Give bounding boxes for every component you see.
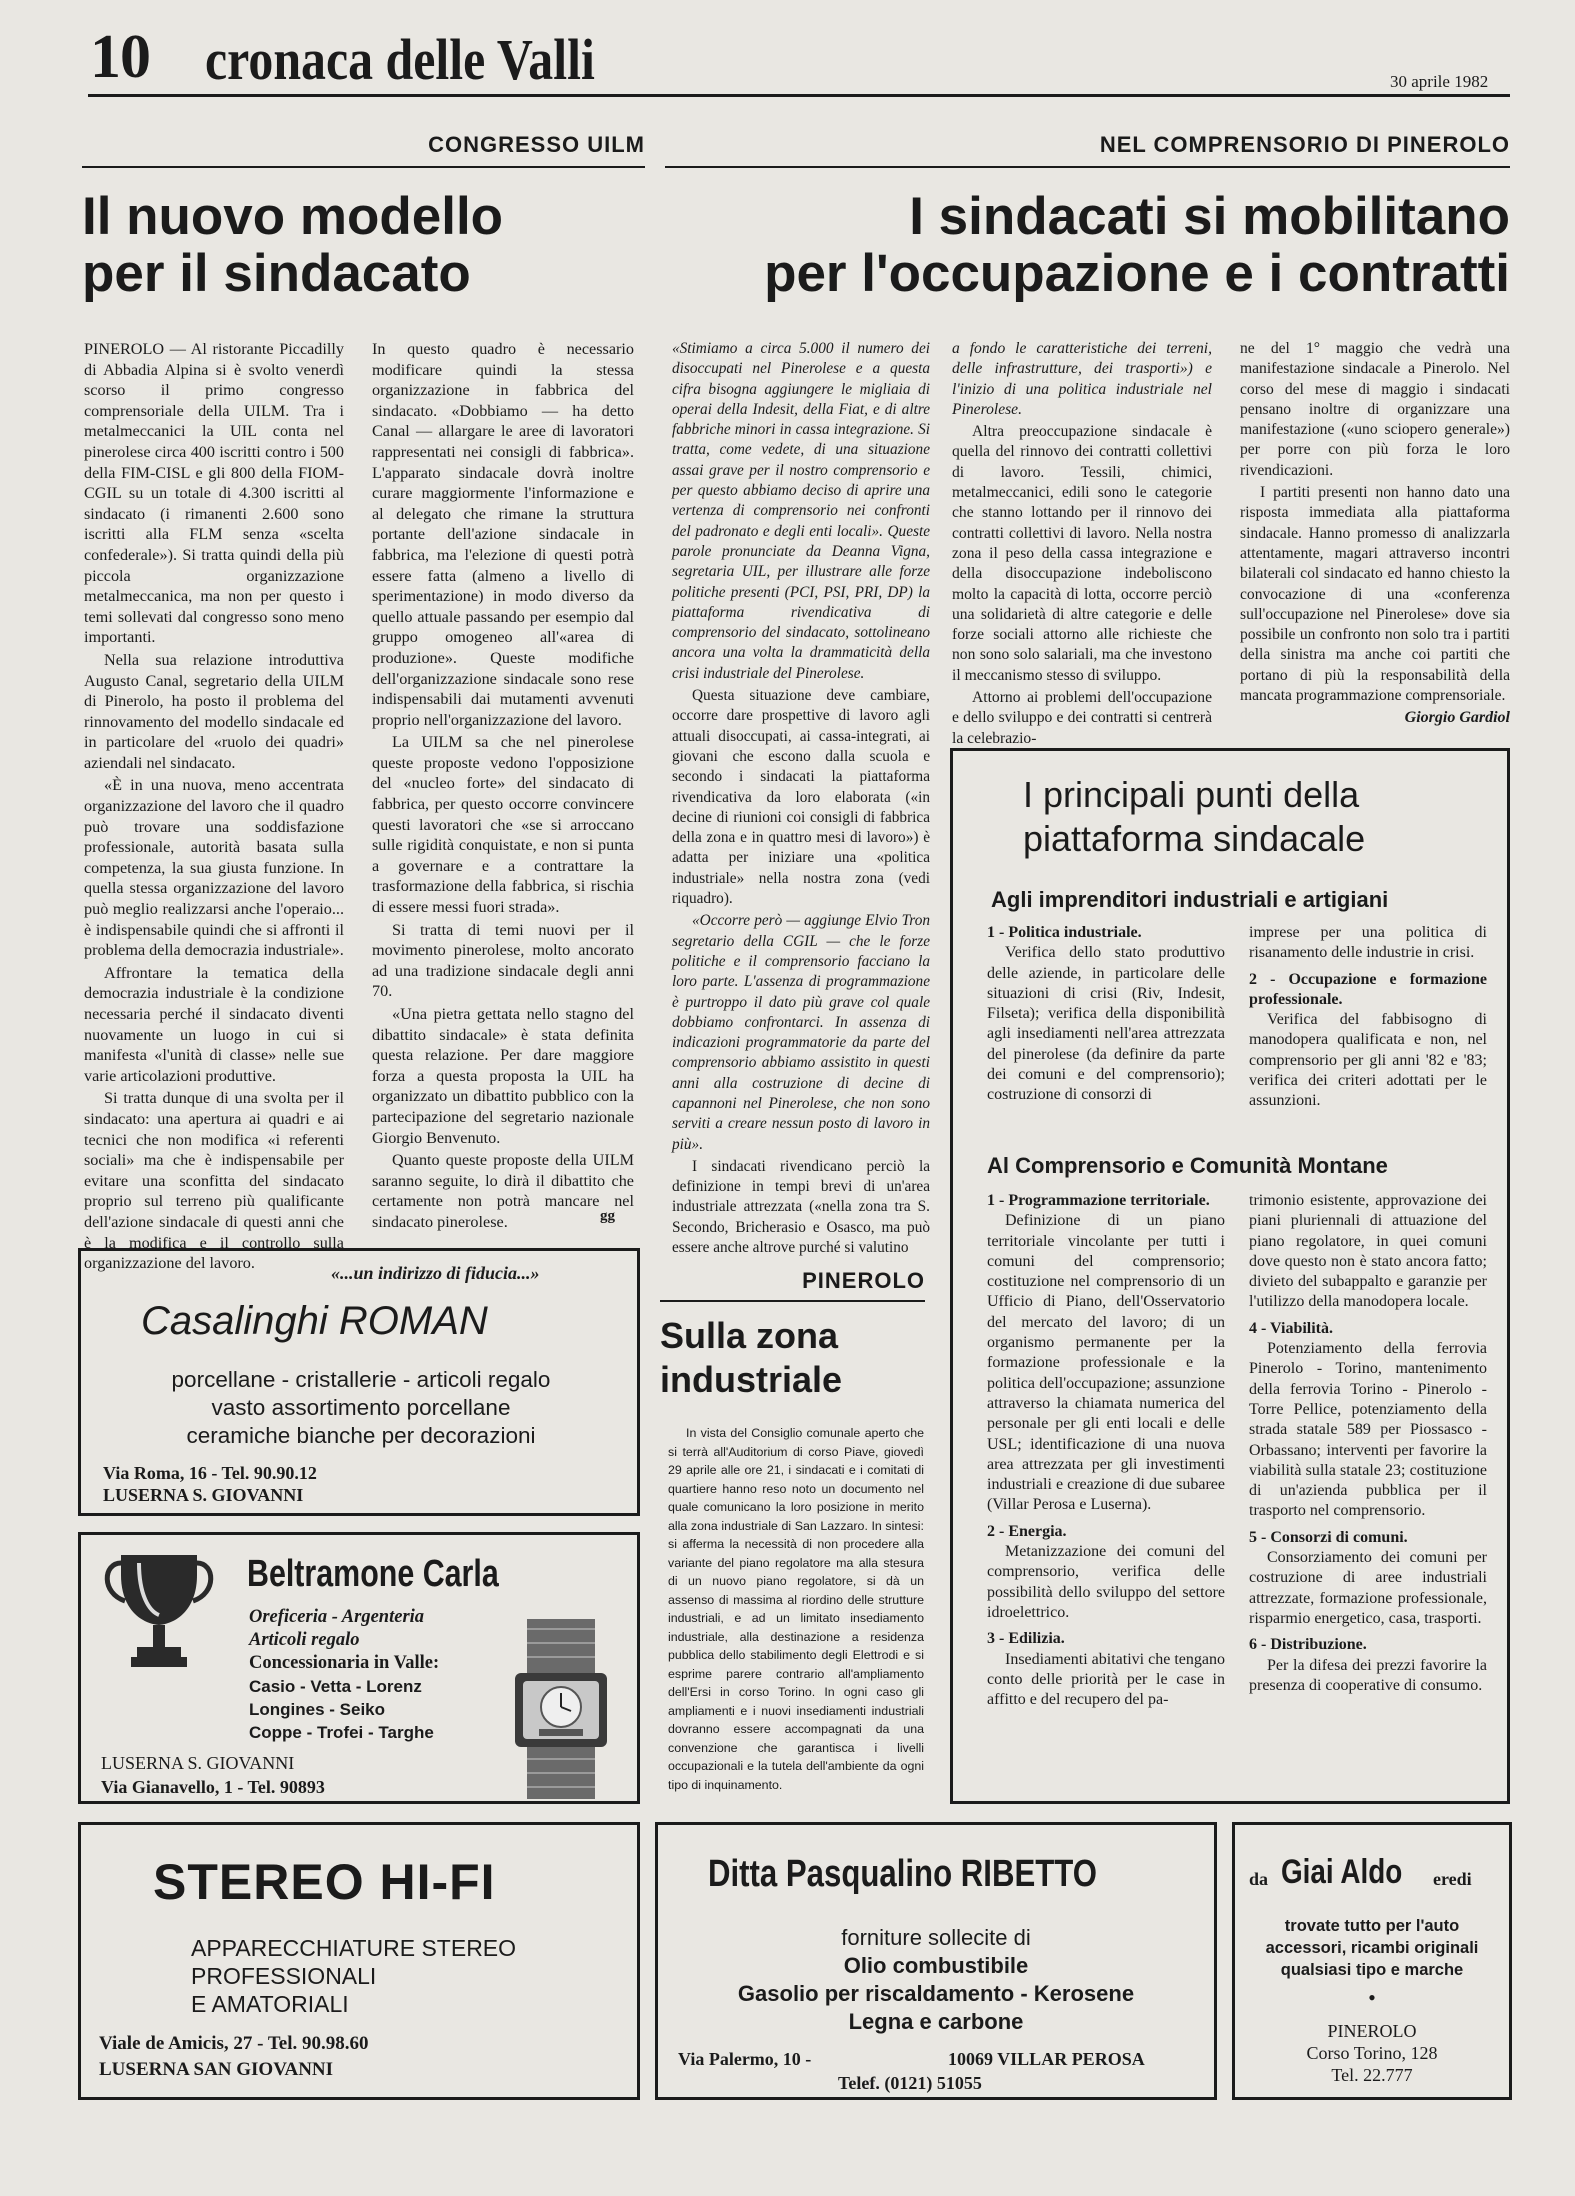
left-headline bbox=[82, 188, 652, 302]
paragraph: Quanto queste proposte della UILM saranno seguite, lo dirà il dibattito che certamente non potrà mancare nel sindacato pinerolese. bbox=[372, 1151, 634, 1231]
right-headline-line1: I sindacati si mobilitano bbox=[909, 187, 1510, 246]
ad-giai-line2: accessori, ricambi originali bbox=[1265, 1939, 1479, 1957]
platform-section1-title: Agli imprenditori industriali e artigiani bbox=[991, 887, 1389, 912]
ad-beltramone-line4: Casio - Vetta - Lorenz bbox=[249, 1677, 422, 1696]
ad-roman-city: LUSERNA S. GIOVANNI bbox=[103, 1485, 304, 1505]
left-kicker: CONGRESSO UILM bbox=[428, 132, 645, 157]
zona-headline-line2: industriale bbox=[660, 1359, 843, 1400]
list-item-number: 4 - Viabilità. bbox=[1249, 1319, 1334, 1337]
ad-ribetto-line2: Olio combustibile bbox=[843, 1953, 1029, 1978]
paragraph: «Una pietra gettata nello stagno del dibattito sindacale» è stata definita questa relazione. Per dare maggiore forza a questa proposta la UIL ha organizzato un dibattito pubblico con la partecipazione del segretario nazionale Giorgio Benvenuto. bbox=[372, 1005, 634, 1147]
paragraph: La UILM sa che nel pinerolese queste proposte vedono l'opposizione del «nucleo forte» del sindacato di fabbrica, per questo occorre convincere questi lavoratori che «se si arroccano sulle rigidità conquistate, e non si punta a governare e a contrattare la trasformazione della fabbrica, si rischia di essere messi fuori strada». bbox=[372, 733, 634, 917]
right-headline bbox=[660, 188, 1510, 302]
platform-section2-col1 bbox=[987, 1191, 1225, 1716]
paragraph: ne del 1° maggio che vedrà una manifestazione sindacale a Pinerolo. Nel corso del mese di maggio i sindacati pensano inoltre di organizzare una manifestazione («uno sciopero generale») per porre con più forza le loro rivendicazioni. bbox=[1240, 340, 1510, 479]
page-number: 10 bbox=[90, 23, 150, 91]
platform-section1-col1 bbox=[987, 923, 1225, 1112]
zona-headline bbox=[660, 1314, 930, 1402]
paragraph: «È in una nuova, meno accentrata organizzazione del lavoro che il quadro può trovare una soddisfazione professionale, autorità basata sulla competenza, la sua giusta funzione. In quella stessa organizzazione del lavoro può meglio realizzarsi anche l'operaio... è indispensabile quindi che si affronti il problema della democrazia industriale». bbox=[84, 776, 344, 960]
ad-giai-line3: qualsiasi tipo e marche bbox=[1280, 1961, 1464, 1979]
paragraph: Altra preoccupazione sindacale è quella del rinnovo dei contratti collettivi di lavoro. Tessili, chimici, metalmeccanici, edili sono le categorie che stanno lottando per il rinnovo dei contratti collettivi di lavoro. Nella nostra zona il peso della cassa integrazione e della disoccupazione indeboliscono molto la capacità di lotta, occorre perciò una solidarietà di altre categorie e delle forze sociali attorno alle richieste che non sono solo salariali, ma che investono il meccanismo stesso di sviluppo. bbox=[952, 423, 1212, 684]
list-item-text: imprese per una politica di risanamento delle industrie in crisi. bbox=[1249, 924, 1487, 962]
ad-stereo-line2: PROFESSIONALI bbox=[191, 1963, 377, 1989]
ad-beltramone-line2: Articoli regalo bbox=[249, 1630, 360, 1650]
list-item-number: 5 - Consorzi di comuni. bbox=[1249, 1528, 1408, 1546]
list-item-text: Consorziamento dei comuni per costruzione di aree industriali attrezzate, formazione professionale, risparmio energetico, casa, trasporti. bbox=[1249, 1549, 1487, 1627]
ad-stereo-name: STEREO HI-FI bbox=[153, 1854, 496, 1910]
list-item-number: 1 - Programmazione territoriale. bbox=[987, 1192, 1210, 1209]
ad-giai-post: eredi bbox=[1433, 1869, 1472, 1889]
paragraph: In questo quadro è necessario modificare quindi la stessa organizzazione in fabbrica del sindacato. «Dobbiamo — ha detto Canal — allargare le aree di lavoratori rappresentati nei consigli di fabbrica». L'apparato sindacale dovrà inoltre curare maggiormente l'informazione e al delegato che rimane la struttura portante dell'azione sindacale in fabbrica, ma l'elezione di questi potrà essere fatta (almeno a livello di sperimentazione) in modo diverso da quello attuale passando per esempio dal gruppo omogeneo all'«area di produzione». Queste modifiche dell'organizzazione sindacale sono rese indispensabili dai mutamenti avvenuti proprio nell'organizzazione del lavoro. bbox=[372, 340, 634, 729]
right-signature: Giorgio Gardiol bbox=[1404, 709, 1510, 727]
paragraph: PINEROLO — Al ristorante Piccadilly di Abbadia Alpina si è svolto venerdì scorso il primo congresso comprensoriale della UILM. Tra i metalmeccanici la UIL conta nel pinerolese circa 400 iscritti contro i 500 della FIM-CISL e gli 800 della FIOM-CGIL su un totale di 4.300 iscritti al sindacato (i rimanenti 2.600 sono iscritti alla FLM senza «scelta confederale»). Si tratta quindi della più piccola organizzazione metalmeccanica, ma non per questo i temi sollevati dal congresso sono meno importanti. bbox=[84, 340, 344, 647]
ad-ribetto-address-left: Via Palermo, 10 - bbox=[678, 2049, 812, 2069]
ad-beltramone-address: Via Gianavello, 1 - Tel. 90893 bbox=[101, 1777, 325, 1797]
masthead-rule bbox=[88, 94, 1510, 97]
right-article-col3 bbox=[1240, 339, 1510, 729]
ad-giai-phone: Tel. 22.777 bbox=[1331, 2065, 1413, 2085]
ad-ribetto-line4: Legna e carbone bbox=[848, 2009, 1024, 2034]
ad-stereo-line3: E AMATORIALI bbox=[191, 1991, 349, 2017]
list-item-text: Potenziamento della ferrovia Pinerolo - Torino, mantenimento della ferrovia Torino - Pinerolo - Torre Pellice, potenziamento della strada statale 589 per Piossasco - Orbassano; interventi per favorire la viabilità sulla statale 23; costituzione di un'azienda pubblica per il trasporto nel comprensorio. bbox=[1249, 1340, 1487, 1520]
list-item-text: Verifica del fabbisogno di manodopera qualificata e non, nel comprensorio per gli anni '82 e '83; verifica dei criteri adottati per le assunzioni. bbox=[1249, 1011, 1487, 1110]
ad-ribetto-phone: Telef. (0121) 51055 bbox=[838, 2073, 982, 2093]
paragraph: Nella sua relazione introduttiva Augusto Canal, segretario della UILM di Pinerolo, ha posto il problema del rinnovamento del modello sindacale ed in particolare del «ruolo dei quadri» aziendali nel sindacato. bbox=[84, 650, 344, 772]
paragraph: «Stimiamo a circa 5.000 il numero dei disoccupati nel Pinerolese e a questa cifra bisogna aggiungere le migliaia di operai della Indesit, della Fiat, e di altre fabbriche minori in cassa integrazione. Si tratta, come vedete, di una situazione assai grave per il nostro comprensorio e per questo abbiamo deciso di aprire una vertenza di comprensorio nei confronti del padronato e degli enti locali». Queste parole pronunciate da Deanna Vigna, segretaria UIL, per illustrare alle forze politiche presenti (PCI, PSI, PRI, DP) la piattaforma rivendicativa di comprensorio del sindacato, sottolineano ancora una volta la drammaticità della crisi industriale del Pinerolese. bbox=[672, 340, 930, 682]
ad-giai-name: Giai Aldo bbox=[1281, 1853, 1403, 1891]
paragraph: a fondo le caratteristiche dei terreni, delle infrastrutture, dei trasporti») e l'inizio di una politica industriale nel Pinerolese. bbox=[952, 340, 1212, 418]
ad-ribetto-line3: Gasolio per riscaldamento - Kerosene bbox=[737, 1981, 1135, 2006]
wristwatch-icon bbox=[509, 1619, 613, 1799]
ad-stereo-line1: APPARECCHIATURE STEREO bbox=[191, 1935, 517, 1961]
ad-beltramone-carla bbox=[78, 1532, 640, 1804]
list-item-number: 3 - Edilizia. bbox=[987, 1630, 1065, 1648]
ad-roman-tagline: «...un indirizzo di fiducia...» bbox=[331, 1263, 540, 1283]
ad-roman-name: Casalinghi ROMAN bbox=[141, 1299, 488, 1343]
paragraph: Affrontare la tematica della democrazia industriale è la condizione necessaria perché il sindacato diventi nuovamente un luogo in cui si manifesta «l'unità di classe» nelle sue varie articolazioni produttive. bbox=[84, 963, 344, 1085]
trophy-cup-icon bbox=[99, 1545, 219, 1675]
ad-pasqualino-ribetto bbox=[655, 1822, 1217, 2100]
ad-roman-line3: ceramiche bianche per decorazioni bbox=[186, 1423, 536, 1448]
list-item-text: trimonio esistente, approvazione dei piani pluriennali di attuazione del piano regolatore, in quei comuni dove questo non è stato ancora fatto; divieto del subappalto e garanzie per l'utilizzo della manodopera locale. bbox=[1249, 1192, 1487, 1311]
left-headline-line2: per il sindacato bbox=[82, 244, 471, 304]
list-item-number: 1 - Politica industriale. bbox=[987, 924, 1142, 941]
zona-body: In vista del Consiglio comunale aperto che si terrà all'Auditorium di corso Piave, giovedì 29 aprile alle ore 21, i sindacati e i comitati di quartiere hanno reso noto un documento nel quale comunicano la loro posizione in merito alla zona industriale di San Lazzaro. In sintesi: si afferma la necessità di non procedere alla variante del piano regolatore ma alla stesura di un nuovo piano regolatore, si dà un assenso di massima al riordino delle strutture industriali, e ad un limitato insediamento industriale, alla destinazione a residenza pubblica dello stabilimento degli Elettrodi e si esprime parere contrario all'ampliamento dell'Ersi in corso Torino. In ogni caso gli ampliamenti e i nuovi insediamenti industriali dovranno essere accompagnati da una convenzione che garantisca i livelli occupazionali e la tutela dell'ambiente da ogni tipo di inquinamento. bbox=[668, 1426, 924, 1792]
platform-title-line1: I principali punti della bbox=[1023, 774, 1360, 815]
right-headline-line2: per l'occupazione e i contratti bbox=[764, 244, 1510, 304]
paragraph: I partiti presenti non hanno dato una risposta immediata alla piattaforma sindacale. Hanno promesso di analizzarla attentamente, magari attraverso incontri bilaterali col sindacato ed hanno chiesto la convocazione di una «conferenza sull'occupazione nel Pinerolese» dove sia possibile un confronto non solo tra i partiti della sinistra ma anche coi partiti che portano di più la responsabilità della mancata programmazione comprensoriale. bbox=[1240, 484, 1510, 705]
ad-giai-aldo bbox=[1232, 1822, 1512, 2100]
ad-casalinghi-roman bbox=[78, 1248, 640, 1516]
paragraph: Si tratta dunque di una svolta per il sindacato: una apertura ai quadri e ai tecnici che non modifica «i referenti sociali» ma che è indispensabile per evitare una sconfitta del sindacato proprio sul terreno più qualificante dell'azione sindacale di questi anni che è la modifica e il controllo sulla organizzazione del lavoro. bbox=[84, 1089, 344, 1273]
list-item-number: 2 - Energia. bbox=[987, 1522, 1067, 1540]
right-article-col2 bbox=[952, 339, 1212, 751]
paragraph: Si tratta di temi nuovi per il movimento pinerolese, molto ancorato ad una tradizione sindacale degli anni 70. bbox=[372, 920, 634, 1001]
paragraph: I sindacati rivendicano perciò la definizione in tempi brevi di un'area industriale attrezzata («nella zona tra S. Secondo, Bricherasio e Osasco, ma può essere anche altrove purché si valutino bbox=[672, 1157, 930, 1257]
ad-giai-pre: da bbox=[1249, 1869, 1269, 1889]
ad-beltramone-city: LUSERNA S. GIOVANNI bbox=[101, 1753, 295, 1773]
ad-roman-line1: porcellane - cristallerie - articoli regalo bbox=[171, 1367, 551, 1392]
right-kicker-rule bbox=[665, 166, 1510, 168]
ad-stereo-city: LUSERNA SAN GIOVANNI bbox=[99, 2059, 334, 2080]
platform-section2-col2 bbox=[1249, 1191, 1487, 1702]
platform-box bbox=[950, 748, 1510, 1804]
ad-giai-bullet: • bbox=[1368, 1985, 1376, 2010]
zona-kicker-rule bbox=[660, 1300, 925, 1302]
ad-ribetto-line1: forniture sollecite di bbox=[841, 1925, 1031, 1950]
ad-ribetto-name: Ditta Pasqualino RIBETTO bbox=[708, 1853, 1097, 1895]
paragraph: Attorno ai problemi dell'occupazione e dello sviluppo e dei contratti si centrerà la celebrazio- bbox=[952, 689, 1212, 747]
ad-roman-line2: vasto assortimento porcellane bbox=[211, 1395, 511, 1420]
left-headline-line1: Il nuovo modello bbox=[82, 187, 504, 246]
ad-stereo-hifi bbox=[78, 1822, 640, 2100]
ad-giai-line1: trovate tutto per l'auto bbox=[1284, 1917, 1460, 1935]
platform-title bbox=[1023, 773, 1503, 861]
list-item-number: 6 - Distribuzione. bbox=[1249, 1636, 1367, 1654]
list-item-text: Definizione di un piano territoriale vincolante per tutti i comuni del comprensorio; costituzione nel comprensorio di un Ufficio di Piano, dell'Osservatorio del mercato del lavoro; di un organismo permanente per la formazione professionale e la politica dell'occupazione; assunzione attraverso la chiamata numerica del personale per gli enti locali e delle USL; identificazione di una nuova area attrezzata per gli investimenti industriali e creazione di due subaree (Villar Perosa e Luserna). bbox=[987, 1212, 1225, 1514]
paragraph: «Occorre però — aggiunge Elvio Tron segretario della CGIL — che le forze politiche e il comprensorio facciano la loro parte. L'assenza di programmazione è purtroppo il dato più grave col quale dobbiamo confrontarci. In assenza di indicazioni programmatorie da parte del comprensorio abbiamo assistito in questi anni alla costruzione di decine di capannoni nel Pinerolese, che non sono serviti a creare nessun posto di lavoro in più». bbox=[672, 912, 930, 1153]
left-article-col2 bbox=[372, 339, 634, 1235]
ad-stereo-address: Viale de Amicis, 27 - Tel. 90.98.60 bbox=[99, 2033, 369, 2054]
ad-ribetto-address-right: 10069 VILLAR PEROSA bbox=[948, 2049, 1145, 2069]
list-item-text: Insediamenti abitativi che tengano conto delle priorità per le case in affitto e del recupero del pa- bbox=[987, 1650, 1225, 1709]
ad-beltramone-name: Beltramone Carla bbox=[247, 1553, 499, 1595]
newspaper-title: cronaca delle Valli bbox=[205, 27, 595, 92]
issue-date: 30 aprile 1982 bbox=[1390, 72, 1489, 91]
zona-kicker: PINEROLO bbox=[802, 1268, 925, 1293]
ad-roman-address: Via Roma, 16 - Tel. 90.90.12 bbox=[103, 1463, 317, 1483]
list-item-text: Metanizzazione dei comuni del comprensorio, verifica delle possibilità dello sviluppo del settore idroelettrico. bbox=[987, 1543, 1225, 1621]
ad-beltramone-line1: Oreficeria - Argenteria bbox=[249, 1607, 425, 1627]
list-item-number: 2 - Occupazione e formazione professionale. bbox=[1249, 970, 1487, 1008]
ad-beltramone-line5: Longines - Seiko bbox=[249, 1700, 386, 1719]
list-item-text: Per la difesa dei prezzi favorire la presenza di cooperative di consumo. bbox=[1249, 1656, 1487, 1694]
platform-section1-col2 bbox=[1249, 923, 1487, 1118]
right-article-col1 bbox=[672, 339, 930, 1260]
right-kicker: NEL COMPRENSORIO DI PINEROLO bbox=[1099, 132, 1510, 157]
list-item-text: Verifica dello stato produttivo delle aziende, in particolare delle situazioni di crisi (Riv, Indesit, Filseta); verifica della disponibilità agli insediamenti nell'area attrezzata del pinerolese (da definire da parte dei comuni e del comprensorio); costruzione di consorzi di bbox=[987, 944, 1225, 1104]
left-signature: gg bbox=[600, 1208, 615, 1224]
ad-giai-city: PINEROLO bbox=[1327, 2021, 1417, 2041]
ad-giai-address: Corso Torino, 128 bbox=[1306, 2043, 1438, 2063]
platform-section2-title: Al Comprensorio e Comunità Montane bbox=[987, 1153, 1388, 1178]
zona-headline-line1: Sulla zona bbox=[660, 1315, 839, 1356]
paragraph: Questa situazione deve cambiare, occorre dare prospettive di lavoro agli attuali disoccupati, ai cassa-integrati, ai giovani che escono dalla scuola e secondo i sindacati la piattaforma rivendicativa da loro elaborata («in decine di riunioni coi consigli di fabbrica della zona e in quattro mesi di lavoro») è adatta per iniziare una «politica industriale» nella nostra zona (vedi riquadro). bbox=[672, 687, 930, 908]
platform-title-line2: piattaforma sindacale bbox=[1023, 818, 1366, 859]
left-kicker-rule bbox=[82, 166, 645, 168]
ad-beltramone-line6: Coppe - Trofei - Targhe bbox=[249, 1723, 434, 1742]
ad-beltramone-line3: Concessionaria in Valle: bbox=[249, 1653, 440, 1673]
left-article-col1 bbox=[84, 339, 344, 1276]
